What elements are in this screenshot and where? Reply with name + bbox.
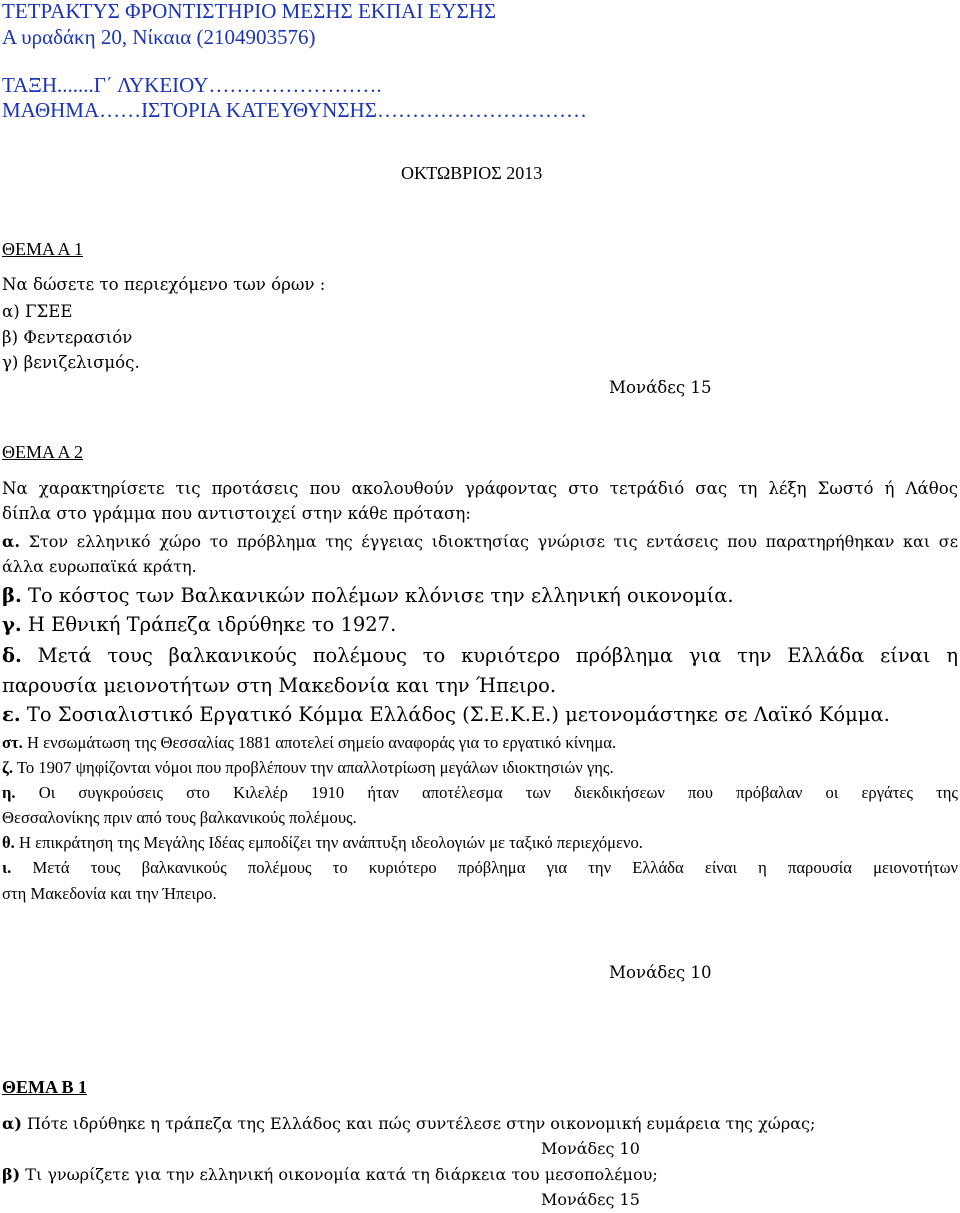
statement-d-line1: [2, 646, 958, 666]
statement-b-label: β.: [2, 584, 22, 607]
statement-a-text: Στον ελληνικό χώρο το πρόβλημα της έγγειας ιδιοκτησίας γνώρισε τις εντάσεις που παρατηρήθηκαν και σε: [28, 532, 959, 551]
statement-a-line1: [2, 534, 958, 550]
class-line: ΤΑΞΗ.......Γ΄ ΛΥΚΕΙΟΥ…………………….: [2, 73, 382, 97]
subject-line: ΜΑΘΗΜΑ……ΙΣΤΟΡΙΑ ΚΑΤΕΥΘΥΝΣΗΣ…………………………: [2, 98, 587, 122]
statement-d-text: Μετά τους βαλκανικούς πολέμους το κυριότερο πρόβλημα για την Ελλάδα είναι η: [37, 644, 958, 667]
question-a-text: Πότε ιδρύθηκε η τράπεζα της Ελλάδος και πώς συντέλεσε στην οικονομική ευμάρεια της χώρας;: [26, 1114, 816, 1133]
statement-c: [2, 615, 396, 635]
school-name: ΤΕΤΡΑΚΤΥΣ ΦΡΟΝΤΙΣΤΗΡΙΟ ΜΕΣΗΣ ΕΚΠΑΙ ΕΥΣΗΣ: [2, 0, 497, 23]
statement-i-text: Μετά τους βαλκανικούς πολέμους το κυριότερο πρόβλημα για την Ελλάδα είναι η παρουσία μειονοτήτων: [32, 858, 958, 877]
statement-z: [2, 760, 614, 777]
statement-d-line2: παρουσία μειονοτήτων στη Μακεδονία και την Ήπειρο.: [2, 674, 557, 697]
statement-i-line1: [2, 860, 958, 877]
statement-h-line2: Θεσσαλονίκης πριν από τους βαλκανικούς πολέμους.: [2, 808, 357, 827]
statement-e-label: ε.: [2, 703, 21, 726]
statement-e-text: Το Σοσιαλιστικό Εργατικό Κόμμα Ελλάδος (Σ.Ε.Κ.Ε.) μετονομάστηκε σε Λαϊκό Κόμμα.: [26, 703, 890, 726]
question-b-text: Τι γνωρίζετε για την ελληνική οικονομία κατά τη διάρκεια του μεσοπολέμου;: [25, 1165, 658, 1184]
theme-a2-prompt-line1: Να χαρακτηρίσετε τις προτάσεις που ακολουθούν γράφοντας στο τετράδιό σας τη λέξη Σωστό ή Λάθος: [2, 479, 958, 498]
statement-st-text: Η ενσωμάτωση της Θεσσαλίας 1881 αποτελεί σημείο αναφοράς για το εργατικό κίνημα.: [26, 733, 617, 752]
theme-a1-points: Μονάδες 15: [609, 378, 712, 397]
question-b-points: Μονάδες 15: [541, 1190, 640, 1209]
statement-c-label: γ.: [2, 613, 22, 636]
statement-z-text: Το 1907 ψηφίζονται νόμοι που προβλέπουν την απαλλοτρίωση μεγάλων ιδιοκτησιών γης.: [16, 758, 614, 777]
statement-i-line2: στη Μακεδονία και την Ήπειρο.: [2, 884, 217, 903]
statement-a-label: α.: [2, 532, 20, 551]
statement-th: [2, 835, 643, 852]
theme-b1-title: [2, 1078, 87, 1096]
theme-a2-points: Μονάδες 10: [609, 963, 712, 982]
theme-b1-title-text: ΘΕΜΑ Β 1: [2, 1077, 88, 1097]
statement-h-text: Οι συγκρούσεις στο Κιλελέρ 1910 ήταν αποτέλεσμα των διεκδικήσεων που πρόβαλαν οι εργάτες της: [38, 783, 958, 802]
statement-b-text: Το κόστος των Βαλκανικών πολέμων κλόνισε την ελληνική οικονομία.: [27, 584, 734, 607]
theme-a1-prompt: Να δώσετε το περιεχόμενο των όρων :: [2, 275, 326, 294]
statement-i-label: ι.: [2, 858, 12, 877]
statement-e: [2, 705, 890, 725]
statement-st-label: στ.: [2, 733, 23, 752]
statement-th-text: Η επικράτηση της Μεγάλης Ιδέας εμποδίζει την ανάπτυξη ιδεολογιών με ταξικό περιεχόμενο.: [18, 833, 643, 852]
theme-a2-prompt-line2: δίπλα στο γράμμα που αντιστοιχεί στην κάθε πρόταση:: [2, 504, 471, 523]
question-a-label: α): [2, 1114, 22, 1133]
statement-th-label: θ.: [2, 833, 15, 852]
theme-a1-title: ΘΕΜΑ Α 1: [2, 239, 84, 259]
theme-a1-item-b: β) Φεντερασιόν: [2, 328, 133, 347]
statement-st: [2, 735, 616, 752]
theme-a1-item-c: γ) βενιζελισμός.: [2, 353, 140, 372]
theme-b1-question-b: [2, 1167, 658, 1183]
theme-b1-question-a: [2, 1116, 815, 1132]
theme-a2-title: ΘΕΜΑ Α 2: [2, 442, 84, 462]
statement-c-text: Η Εθνική Τράπεζα ιδρύθηκε το 1927.: [27, 613, 397, 636]
statement-h-label: η.: [2, 783, 16, 802]
exam-date: ΟΚΤΩΒΡΙΟΣ 2013: [401, 163, 543, 183]
theme-a1-item-a: α) ΓΣΕΕ: [2, 302, 73, 321]
statement-a-line2: άλλα ευρωπαϊκά κράτη.: [2, 557, 197, 576]
question-b-label: β): [2, 1165, 21, 1184]
statement-h-line1: [2, 785, 958, 802]
school-address: Α υραδάκη 20, Νίκαια (2104903576): [2, 25, 316, 49]
statement-z-label: ζ.: [2, 758, 14, 777]
question-a-points: Μονάδες 10: [541, 1139, 640, 1158]
statement-d-label: δ.: [2, 644, 22, 667]
statement-b: [2, 586, 734, 606]
